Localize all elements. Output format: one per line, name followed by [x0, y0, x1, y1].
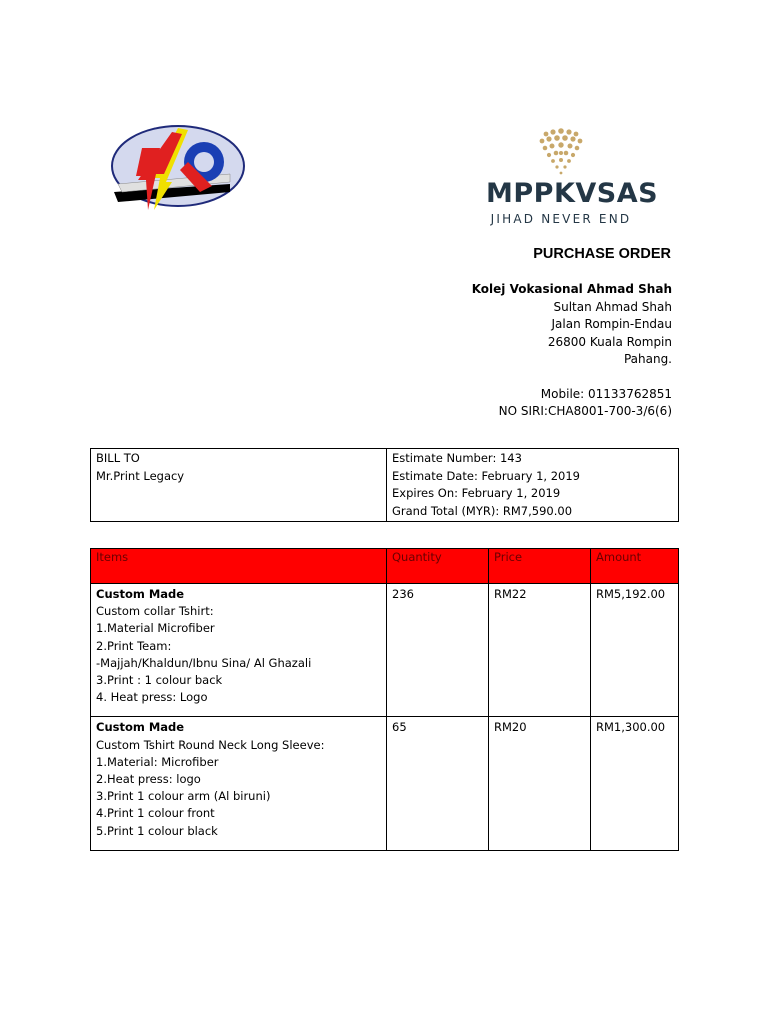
item-line: Custom Tshirt Round Neck Long Sleeve:: [96, 737, 325, 752]
mobile-number: Mobile: 01133762851: [540, 386, 672, 401]
item-line: 1.Material Microfiber: [96, 621, 215, 636]
item-line: 4. Heat press: Logo: [96, 690, 208, 705]
items-table: [90, 548, 679, 851]
table-row: [91, 584, 679, 717]
sender-name: Kolej Vokasional Ahmad Shah: [471, 282, 672, 296]
address-line-1: Sultan Ahmad Shah: [553, 299, 672, 314]
header-amount: Amount: [591, 549, 679, 584]
item-quantity: 236: [387, 584, 489, 717]
sender-address: [472, 281, 672, 421]
bill-row: [91, 449, 679, 522]
items-header-row: [91, 549, 679, 584]
item-line: 3.Print 1 colour arm (Al biruni): [96, 789, 271, 804]
item-line: -Majjah/Khaldun/Ibnu Sina/ Al Ghazali: [96, 655, 312, 670]
grand-total: Grand Total (MYR): RM7,590.00: [392, 503, 573, 518]
header-quantity: Quantity: [387, 549, 489, 584]
bill-to-name: Mr.Print Legacy: [96, 468, 185, 483]
expires-on: Expires On: February 1, 2019: [392, 486, 561, 500]
address-line-4: Pahang.: [623, 352, 672, 366]
item-line: 4.Print 1 colour front: [96, 806, 215, 821]
item-description: [91, 584, 387, 717]
item-line: Custom collar Tshirt:: [96, 604, 214, 619]
item-amount: RM5,192.00: [591, 584, 679, 717]
bill-to-cell: [91, 449, 387, 522]
page-title: PURCHASE ORDER: [533, 246, 671, 262]
estimate-date: Estimate Date: February 1, 2019: [392, 468, 580, 483]
header-price: Price: [489, 549, 591, 584]
address-line-2: Jalan Rompin-Endau: [551, 317, 672, 331]
item-line: 1.Material: Microfiber: [96, 754, 219, 769]
brand-tagline: JIHAD NEVER END: [490, 212, 632, 226]
bill-to-label: BILL TO: [96, 451, 140, 465]
item-quantity: 65: [387, 717, 489, 850]
item-title: Custom Made: [96, 587, 185, 601]
table-row: [91, 717, 679, 850]
serial-number: NO SIRI:CHA8001-700-3/6(6): [498, 404, 672, 418]
item-description: [91, 717, 387, 850]
item-line: 5.Print 1 colour black: [96, 823, 218, 838]
item-title: Custom Made: [96, 720, 185, 735]
diamond-dots-icon: [486, 128, 636, 178]
school-emblem-icon: [108, 122, 248, 214]
address-line-3: 26800 Kuala Rompin: [547, 334, 672, 349]
address-spacer: [472, 369, 672, 386]
item-line: 2.Print Team:: [96, 638, 172, 653]
estimate-number: Estimate Number: 143: [392, 451, 522, 465]
item-price: RM20: [489, 717, 591, 850]
header-items: Items: [91, 549, 387, 584]
item-price: RM22: [489, 584, 591, 717]
item-line: 2.Heat press: logo: [96, 772, 201, 787]
brand-logo: [486, 128, 659, 230]
bill-to-table: [90, 448, 679, 522]
item-amount: RM1,300.00: [591, 717, 679, 850]
brand-name: MPPKVSAS: [486, 178, 659, 209]
item-line: 3.Print : 1 colour back: [96, 673, 223, 688]
estimate-cell: [387, 449, 679, 522]
